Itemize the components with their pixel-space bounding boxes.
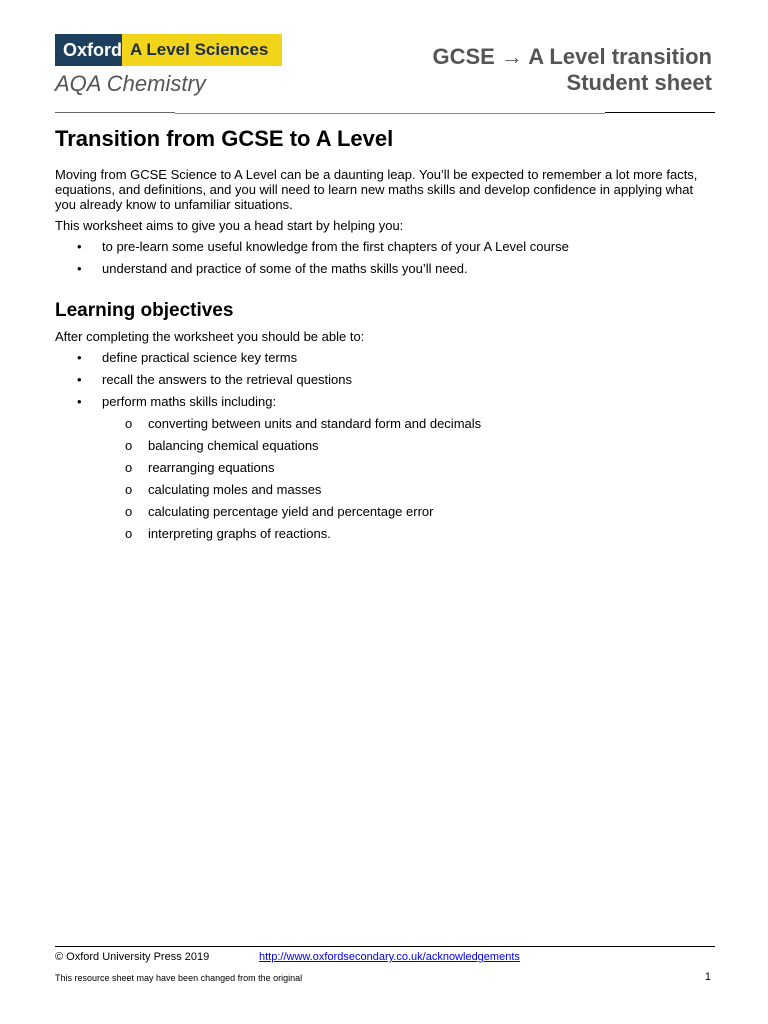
oxford-logo	[55, 34, 282, 66]
acknowledgements-link[interactable]: http://www.oxfordsecondary.co.uk/acknowledgements	[259, 951, 520, 963]
list-item: • recall the answers to the retrieval questions	[77, 372, 353, 387]
sub-bullet-mark: o	[125, 482, 133, 497]
objectives-list	[55, 350, 715, 409]
sub-bullet-mark: o	[125, 460, 133, 475]
page-number: 1	[704, 971, 711, 983]
aims-lead: This worksheet aims to give you a head start by helping you:	[55, 218, 404, 233]
footer-note: This resource sheet may have been changed from the original	[55, 973, 303, 983]
bullet-mark: •	[77, 350, 82, 365]
bullet-mark: •	[77, 239, 82, 254]
page-heading: Transition from GCSE to A Level	[55, 126, 394, 151]
list-item: • perform maths skills including:	[77, 394, 277, 409]
list-item: o calculating percentage yield and percentage error	[125, 504, 434, 519]
header-rule-left	[55, 112, 175, 113]
logo-series-text: A Level Sciences	[122, 34, 282, 66]
sub-bullet-mark: o	[125, 504, 133, 519]
list-item: • define practical science key terms	[77, 350, 298, 365]
bullet-mark: •	[77, 261, 82, 276]
bullet-mark: •	[77, 394, 82, 409]
aims-list	[55, 239, 715, 276]
list-item: o calculating moles and masses	[125, 482, 322, 497]
sheet-title-line1: GCSE → A Level transition	[432, 44, 712, 69]
bullet-mark: •	[77, 372, 82, 387]
intro-paragraph: Moving from GCSE Science to A Level can be a daunting leap. You’ll be expected to remember a lot more facts, equations, and definitions, and you will need to learn new maths skills and develop confidence in applying what you already know to unfamiliar situations.	[55, 167, 698, 212]
sub-bullet-mark: o	[125, 526, 133, 541]
list-item: o balancing chemical equations	[125, 438, 319, 453]
main-content	[55, 124, 715, 541]
list-item: • to pre-learn some useful knowledge from the first chapters of your A Level course	[77, 239, 569, 254]
footer-rule	[55, 946, 715, 947]
maths-skills-list	[55, 416, 715, 541]
logo-oxford-text: Oxford	[55, 34, 122, 66]
list-item: • understand and practice of some of the maths skills you’ll need.	[77, 261, 468, 276]
header-rule	[175, 113, 605, 114]
objectives-heading: Learning objectives	[55, 300, 234, 321]
list-item: o interpreting graphs of reactions.	[125, 526, 331, 541]
list-item: o converting between units and standard form and decimals	[125, 416, 482, 431]
subject-title: AQA Chemistry	[55, 71, 206, 96]
sub-bullet-mark: o	[125, 416, 133, 431]
header-rule-right	[605, 112, 715, 113]
objectives-lead: After completing the worksheet you should be able to:	[55, 329, 365, 344]
footer-copyright: © Oxford University Press 2019	[55, 951, 210, 963]
sheet-title	[432, 44, 712, 96]
sub-bullet-mark: o	[125, 438, 133, 453]
sheet-title-line2: Student sheet	[566, 70, 712, 95]
list-item: o rearranging equations	[125, 460, 275, 475]
